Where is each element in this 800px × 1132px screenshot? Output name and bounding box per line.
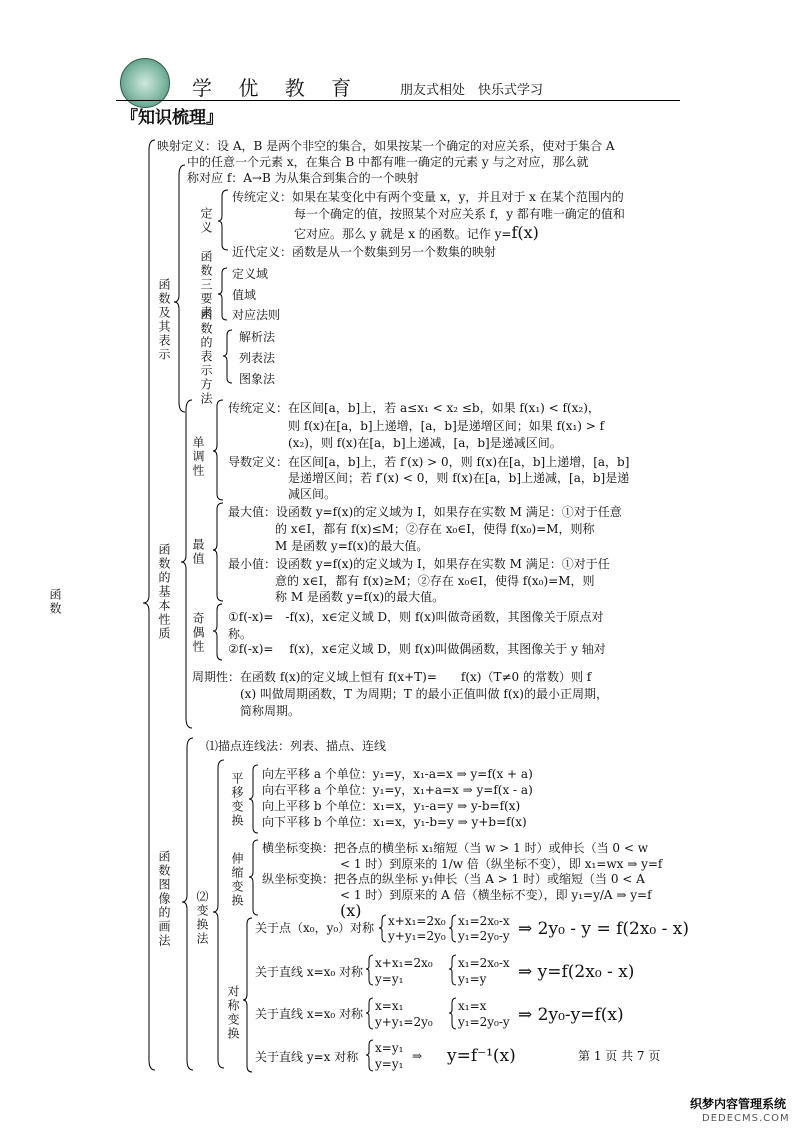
parity-brace (213, 604, 222, 660)
mono-trad-1: 传统定义：在区间[a，b]上，若 a≤x₁ < x₂ ≤b，如果 f(x₁) < f(x₂)， (228, 401, 600, 415)
def-brace (218, 190, 228, 250)
sym-yx-result: y=f⁻¹(x) (447, 1046, 516, 1066)
sym-yx-arrow: ⇒ (412, 1049, 423, 1063)
odd-2: 称。 (228, 627, 253, 641)
extreme-brace (213, 503, 223, 601)
analytic-method: 解析法 (239, 330, 276, 344)
even-1: ②f(-x)= f(x)，x∈定义域 D，则 f(x)叫做偶函数，其图像关于 y 轴对 (228, 642, 606, 656)
brand-title: 学 优 教 育 (192, 76, 362, 100)
root-brace (143, 140, 155, 1070)
vertical-stretch-2: < 1 时）到原来的 A 倍（横坐标不变），即 y₁=y/A ⇒ y=f (340, 888, 652, 902)
horizontal-stretch-2: < 1 时）到原来的 1/w 倍（纵坐标不变），即 x₁=wx ⇒ y=f (340, 857, 663, 871)
sym-x0-eq-2: y=y₁ (375, 972, 404, 986)
sys-brace-1 (379, 915, 386, 942)
odd-1: ①f(-x)= -f(x)，x∈定义域 D，则 f(x)叫做奇函数，其图像关于原点对 (228, 610, 604, 624)
plot-method: ⑴描点连线法：列表、描点、连线 (206, 739, 387, 753)
vertical-stretch-3: (x) (340, 901, 362, 920)
table-method: 列表法 (239, 351, 276, 365)
trans-label: ⑵变换法 (195, 890, 209, 946)
max-1: 最大值：设函数 y=f(x)的定义域为 I，如果存在实数 M 满足：①对于任意 (228, 505, 622, 519)
shift-right: 向右平移 a 个单位：y₁=y，x₁+a=x ⇒ y=f(x - a) (262, 783, 533, 797)
max-2: 的 x∈I，都有 f(x)≤M；②存在 x₀∈I，使得 f(x₀)=M，则称 (275, 522, 595, 536)
trans-brace (213, 760, 224, 1068)
mono-label: 单调性 (191, 436, 205, 478)
mono-trad-3: (x₂)，则 f(x)在[a，b]上递减，[a，b]是递减区间。 (288, 436, 562, 450)
sym-y0-eq-1: x=x₁ (375, 999, 404, 1013)
watermark-title: 织梦内容管理系统 (690, 1097, 787, 1111)
sym-y0-eq-3: x₁=x (458, 999, 487, 1013)
sym-point-eq-4: y₁=2y₀-y (458, 929, 510, 943)
trad-def-3: 它对应。那么 y 就是 x 的函数。记作 y=f(x) (294, 223, 539, 242)
symmetry-brace (243, 918, 252, 1072)
sym-x0-result: ⇒ y=f(2x₀ - x) (518, 962, 635, 982)
sec2-label: 函数的基本性质 (157, 543, 171, 641)
min-3: 称 M 是函数 y=f(x)的最大值。 (275, 590, 445, 604)
sym-x0-label: 关于直线 x=x₀ 对称 (255, 965, 364, 979)
shift-down: 向下平移 b 个单位：x₁=x，y₁-b=y ⇒ y+b=f(x) (262, 815, 527, 829)
stretch-label: 伸缩变换 (230, 852, 244, 908)
section-title: 『知识梳理』 (121, 108, 223, 128)
three-label: 函数三要素 (199, 250, 213, 320)
stretch-brace (249, 840, 258, 915)
def-label: 定义 (199, 207, 213, 235)
sym-point-result: ⇒ 2y₀ - y = f(2x₀ - x) (518, 919, 690, 939)
period-3: 简称周期。 (240, 704, 301, 718)
sys-brace-6 (449, 998, 456, 1029)
sym-point-label: 关于点（x₀，y₀）对称 (255, 921, 375, 935)
range: 值域 (232, 288, 257, 302)
sym-x0-eq-1: x+x₁=2x₀ (375, 956, 433, 970)
vertical-stretch-1: 纵坐标变换：把各点的纵坐标 y₁伸长（当 A > 1 时）或缩短（当 0 < A (262, 872, 645, 886)
sec1-brace (174, 165, 185, 412)
mono-deriv-3: 减区间。 (288, 487, 337, 501)
mapping-line-1: 映射定义：设 A，B 是两个非空的集合，如果按某一个确定的对应关系，使对于集合 A (157, 139, 615, 153)
sys-brace-5 (366, 998, 373, 1029)
shift-left: 向左平移 a 个单位：y₁=y，x₁-a=x ⇒ y=f(x + a) (262, 767, 533, 781)
sym-yx-eq-2: y=y₁ (375, 1057, 404, 1071)
sym-point-eq-1: x+x₁=2x₀ (388, 914, 446, 928)
sec3-label: 函数图像的画法 (157, 850, 171, 948)
sym-y0-eq-4: y₁=2y₀-y (458, 1015, 510, 1029)
domain: 定义域 (232, 267, 269, 281)
page-number: 第 1 页 共 7 页 (578, 1049, 661, 1063)
mono-brace (213, 400, 223, 500)
symmetry-label: 对称变换 (226, 985, 240, 1041)
rep-label: 函数的表示方法 (199, 308, 213, 406)
period-1: 周期性：在函数 f(x)的定义域上恒有 f(x+T)= f(x)（T≠0 的常数）则 f (192, 670, 592, 684)
sym-y0-eq-2: y+y₁=2y₀ (375, 1015, 433, 1029)
sys-brace-3 (366, 955, 373, 985)
horizontal-stretch-1: 横坐标变换：把各点的横坐标 x₁缩短（当 w > 1 时）或伸长（当 0 < w (262, 841, 649, 855)
sym-x0-eq-3: x₁=2x₀-x (458, 956, 510, 970)
sys-brace-2 (449, 915, 456, 942)
max-3: M 是函数 y=f(x)的最大值。 (275, 539, 429, 553)
mono-trad-2: 则 f(x)在[a，b]上递增，[a，b]是递增区间；如果 f(x₁) > f (288, 419, 605, 433)
mapping-line-3: 称对应 f：A→B 为从集合到集合的一个映射 (187, 171, 419, 185)
sym-yx-label: 关于直线 y=x 对称 (255, 1050, 359, 1064)
sym-y0-result: ⇒ 2y₀-y=f(x) (518, 1005, 624, 1025)
trad-def-2: 每一个确定的值，按照某个对应关系 f，y 都有唯一确定的值和 (294, 207, 625, 221)
graph-method: 图象法 (239, 372, 276, 386)
sym-yx-eq-1: x=y₁ (375, 1041, 404, 1055)
sym-x0-eq-4: y₁=y (458, 972, 487, 986)
mapping-line-2: 中的任意一个元素 x，在集合 B 中都有唯一确定的元素 y 与之对应，那么就 (187, 155, 589, 169)
watermark-url: DEDECMS.COM (702, 1113, 790, 1124)
sys-brace-7 (366, 1040, 373, 1071)
sec1-label: 函数及其表示 (157, 278, 171, 362)
shift-up: 向上平移 b 个单位：x₁=x，y₁-a=y ⇒ y-b=f(x) (262, 799, 521, 813)
rep-brace (223, 330, 232, 383)
mono-deriv-1: 导数定义：在区间[a，b]上，若 f′(x) > 0，则 f(x)在[a，b]上递增，[a，b] (228, 455, 630, 469)
three-brace (218, 268, 227, 320)
period-2: (x) 叫做周期函数，T 为周期；T 的最小正值叫做 f(x)的最小正周期， (240, 687, 608, 701)
sec3-brace (182, 738, 193, 1070)
trad-def-1: 传统定义：如果在某变化中有两个变量 x，y，并且对于 x 在某个范围内的 (232, 190, 624, 204)
translate-label: 平移变换 (230, 772, 244, 828)
sym-point-eq-3: x₁=2x₀-x (458, 914, 510, 928)
parity-label: 奇偶性 (191, 612, 205, 654)
sym-point-eq-2: y+y₁=2y₀ (388, 929, 446, 943)
min-1: 最小值：设函数 y=f(x)的定义域为 I，如果存在实数 M 满足：①对于任 (228, 557, 610, 571)
min-2: 意的 x∈I，都有 f(x)≥M；②存在 x₀∈I，使得 f(x₀)=M，则 (275, 574, 595, 588)
modern-def: 近代定义：函数是从一个数集到另一个数集的映射 (232, 245, 497, 259)
sym-y0-label: 关于直线 x=x₀ 对称 (255, 1007, 364, 1021)
mono-deriv-2: 是递增区间；若 f′(x) < 0，则 f(x)在[a，b]上递减，[a，b]是递 (288, 471, 630, 485)
root-label: 函数 (48, 588, 62, 616)
sys-brace-4 (449, 955, 456, 985)
brand-slogan: 朋友式相处 快乐式学习 (400, 83, 544, 98)
rule: 对应法则 (232, 308, 281, 322)
translate-brace (249, 765, 258, 833)
extreme-label: 最值 (191, 538, 205, 566)
